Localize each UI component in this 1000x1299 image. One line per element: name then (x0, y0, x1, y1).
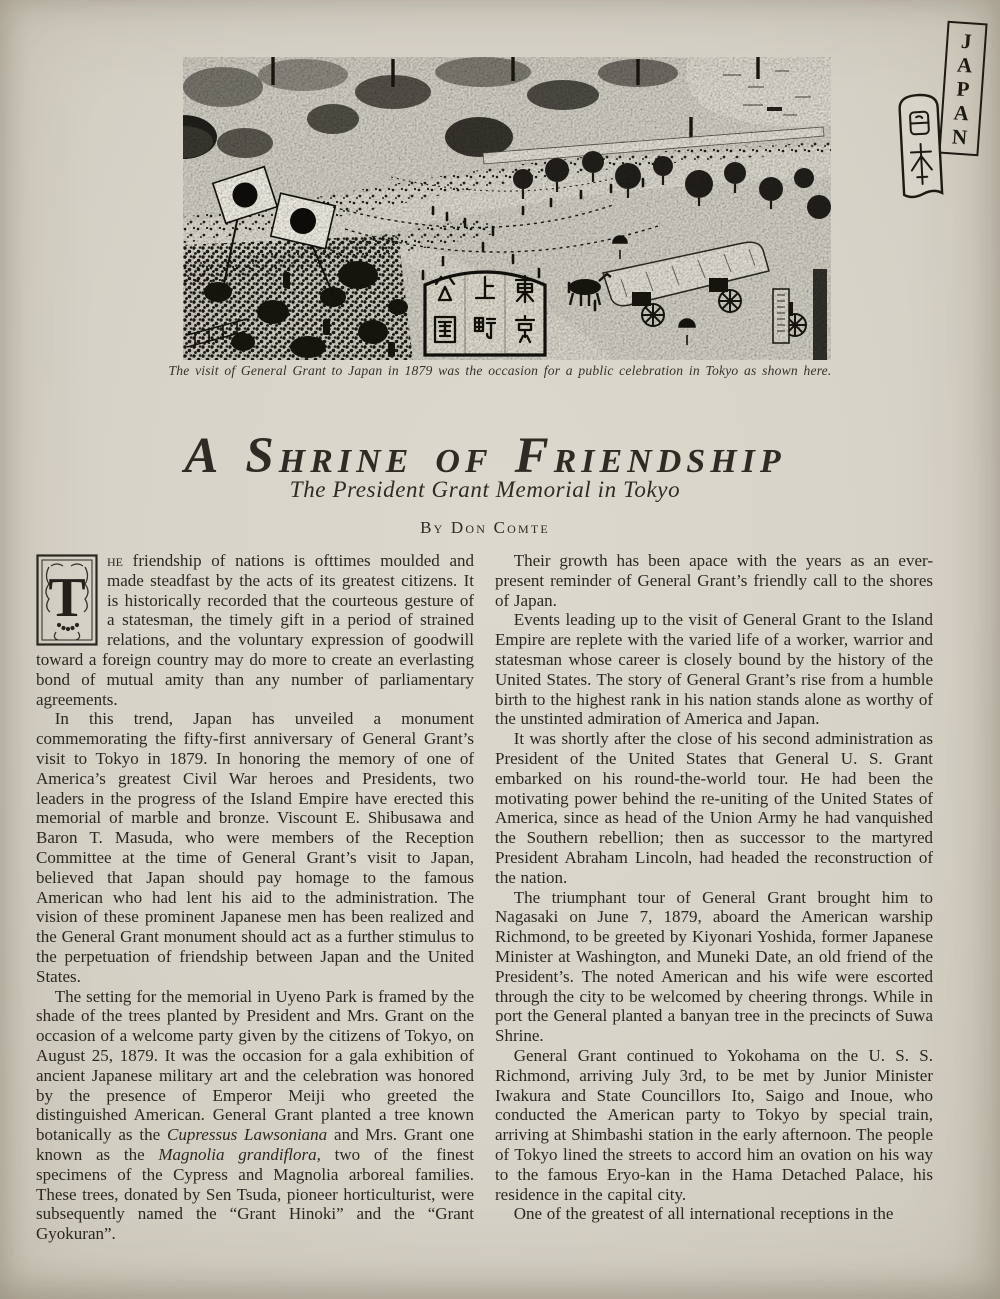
paragraph: The triumphant tour of General Grant brought him to Nagasaki on June 7, 1879, aboard the American warship Richmond, to be greeted by Kiyonari Yoshida, former Japanese Minister at Washington, and Muneki Date, an old friend of the President’s. The noted American and his wife were escorted through the city to be welcomed by cheering throngs. While in port the General planted a banyan tree in the precincts of Suwa Shrine. (495, 887, 933, 1046)
paragraph: Events leading up to the visit of General Grant to the Island Empire are replete with the varied life of a worker, warrior and statesman whose career is closely bound by the history of the United States. The story of General Grant’s rise from a humble birth to the highest rank in his nation stands alone as worthy of the unstinted admiration of America and Japan. (495, 610, 933, 729)
title-word: FRIENDSHIP (514, 428, 786, 485)
article-subtitle: The President Grant Memorial in Tokyo (289, 477, 681, 502)
hero-illustration (183, 57, 831, 360)
right-paragraphs (495, 551, 933, 1224)
byline: By Don Comte (420, 518, 550, 537)
title-word: A (184, 428, 224, 485)
japan-corner-tag (893, 14, 997, 216)
hero-caption: The visit of General Grant to Japan in 1879 was the occasion for a public celebration in Tokyo as shown here. (168, 363, 832, 378)
title-word: SHRINE (245, 428, 414, 485)
japan-letter: P (955, 76, 971, 102)
paragraph: General Grant continued to Yokohama on the U. S. S. Richmond, arriving July 3rd, to be met by Junior Minister Iwakura and State Councillors Ito, Saigo and Inoue, who conducted the American party to Tokyo by special train, arriving at Shimbashi station in the early afternoon. The people of Tokyo lined the streets to accord him an ovation on his way to the famous Eryo-kan in the Hama Detached Palace, his residence in the capital city. (495, 1045, 933, 1204)
right-column (495, 551, 933, 1244)
title-word: OF (435, 443, 493, 481)
japan-letter: A (956, 52, 974, 78)
paragraph: The setting for the memorial in Uyeno Park is framed by the shade of the trees planted by President and Mrs. Grant on the occasion of a welcome party given by the citizens of Tokyo, on August 25, 1879. It was the occasion for a gala exhibition of ancient Japanese military art and the celebration was honored by the presence of Emperor Meiji who greeted the distinguished American. General Grant planted a tree known botanically as the Cupressus Lawsoniana and Mrs. Grant one known as the Magnolia grandiflora, two of the finest specimens of the Cypress and Magnolia arboreal families. These trees, donated by Sen Tsuda, pioneer horticulturist, were subsequently named the “Grant Hinoki” and the “Grant Gyokuran”. (36, 986, 474, 1244)
japan-letter: A (952, 100, 970, 126)
paragraph-text: friendship of nations is ofttimes moulded and made steadfast by the acts of its greatest citizens. It is historically recorded that the courteous gesture of a statesman, the timely gift in a period of strained relations, and the voluntary expression of goodwill toward a foreign country may do more to create an everlasting bond of mutual amity than any number of parliamentary agreements. (36, 551, 474, 709)
paragraph: In this trend, Japan has unveiled a monument commemorating the fifty-first anniversary of General Grant’s visit to Tokyo in 1879. In honoring the memory of one of America’s greatest Civil War heroes and Presidents, two leaders in the progress of the Island Empire have erected this memorial of marble and bronze. Viscount E. Shibusawa and Baron T. Masuda, who were members of the Reception Committee at the time of General Grant’s visit to Japan, believed that Japan should pay homage to the famous American who had lent his aid to the administration. The vision of these prominent Japanese men has been realized and the General Grant monument should act as a further stimulus to the perpetuation of friendship between Japan and the United States. (36, 709, 474, 986)
paragraph-first (36, 551, 474, 709)
left-paragraphs (36, 709, 474, 1244)
left-column (36, 551, 474, 1244)
japan-letter: J (960, 28, 973, 54)
paragraph: Their growth has been apace with the years as an ever-present reminder of General Grant’s friendly call to the shores of Japan. (495, 551, 933, 610)
japan-letter: N (951, 124, 969, 150)
lead-in: he (107, 551, 123, 570)
paragraph: It was shortly after the close of his second administration as President of the United States that General U. S. Grant embarked on his round-the-world tour. He had been the motivating power behind the re-uniting of the United States of America, since as head of the Union Army he had vanquished the Southern rebellion; then as successor to the martyred President Abraham Lincoln, had headed the reconstruction of the nation. (495, 729, 933, 887)
article-body (36, 551, 934, 1244)
svg-text:T: T (48, 567, 86, 629)
dropcap-ornament (36, 554, 98, 646)
paragraph: One of the greatest of all international receptions in the (513, 1204, 894, 1224)
nihon-kanji-banner (892, 89, 951, 218)
